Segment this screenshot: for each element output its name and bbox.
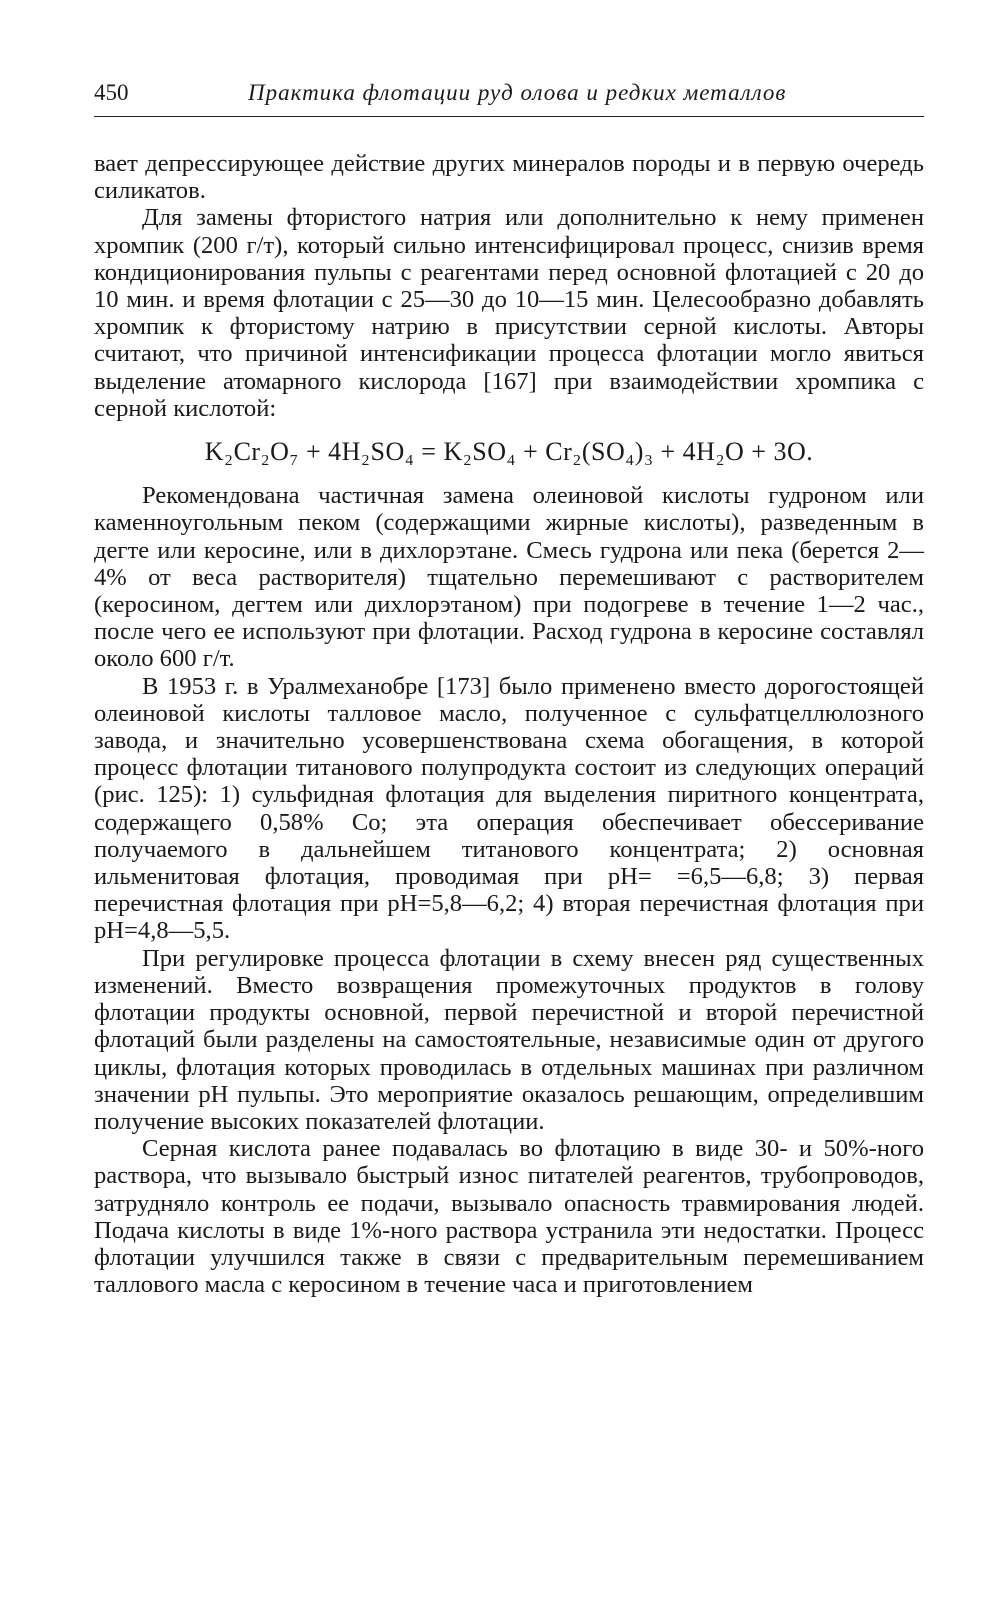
running-title: Практика флотации руд олова и редких металлов bbox=[248, 80, 787, 105]
document-page bbox=[94, 74, 924, 1299]
body-text bbox=[94, 150, 924, 1298]
page-number: 450 bbox=[94, 80, 129, 105]
chemical-equation: K₂Cr₂O₇ + 4H₂SO₄ = K₂SO₄ + Cr₂(SO₄)₃ + 4H₂O + 3O. bbox=[204, 437, 814, 467]
header-rule bbox=[94, 116, 924, 117]
page-header bbox=[94, 74, 924, 114]
paragraph-4: В 1953 г. в Уралмеханобре [173] было применено вместо дорогостоящей олеиновой кислоты талловое масло, полученное с сульфатцеллюлозного завода, и значительно усовершенствована схема обогащения, в которой процесс флотации титанового полупродукта состоит из следующих операций (рис. 125): 1) сульфидная флотация для выделения пиритного концентрата, содержащего 0,58% Co; эта операция обеспечивает обессеривание получаемого в дальнейшем титанового концентрата; 2) основная ильменитовая флотация, проводимая при pH= =6,5—6,8; 3) первая перечистная флотация при pH=5,8—6,2; 4) вторая перечистная флотация при pH=4,8—5,5. bbox=[94, 672, 924, 945]
paragraph-2: Для замены фтористого натрия или дополнительно к нему применен хромпик (200 г/т), который сильно интенсифицировал процесс, снизив время кондиционирования пульпы с реагентами перед основной флотацией с 20 до 10 мин. и время флотации с 25—30 до 10—15 мин. Целесообразно добавлять хромпик к фтористому натрию в присутствии серной кислоты. Авторы считают, что причиной интенсификации процесса флотации могло явиться выделение атомарного кислорода [167] при взаимодействии хромпика с серной кислотой: bbox=[94, 204, 924, 422]
paragraph-3: Рекомендована частичная замена олеиновой кислоты гудроном или каменноугольным пеком (содержащими жирные кислоты), разведенным в дегте или керосине, или в дихлорэтане. Смесь гудрона или пека (берется 2—4% от веса растворителя) тщательно перемешивают с растворителем (керосином, дегтем или дихлорэтаном) при подогреве в течение 1—2 час., после чего ее используют при флотации. Расход гудрона в керосине составлял около 600 г/т. bbox=[94, 482, 924, 673]
paragraph-5: При регулировке процесса флотации в схему внесен ряд существенных изменений. Вместо возвращения промежуточных продуктов в голову флотации продукты основной, первой перечистной и второй перечистной флотаций были разделены на самостоятельные, независимые один от другого циклы, флотация которых проводилась в отдельных машинах при различном значении pH пульпы. Это мероприятие оказалось решающим, определившим получение высоких показателей флотации. bbox=[94, 944, 924, 1135]
paragraph-1: вает депрессирующее действие других минералов породы и в первую очередь силикатов. bbox=[94, 150, 924, 205]
paragraph-6: Серная кислота ранее подавалась во флотацию в виде 30- и 50%-ного раствора, что вызывало быстрый износ питателей реагентов, трубопроводов, затрудняло контроль ее подачи, вызывало опасность травмирования людей. Подача кислоты в виде 1%-ного раствора устранила эти недостатки. Процесс флотации улучшился также в связи с предварительным перемешиванием таллового масла с керосином в течение часа и приготовлением bbox=[94, 1135, 924, 1299]
